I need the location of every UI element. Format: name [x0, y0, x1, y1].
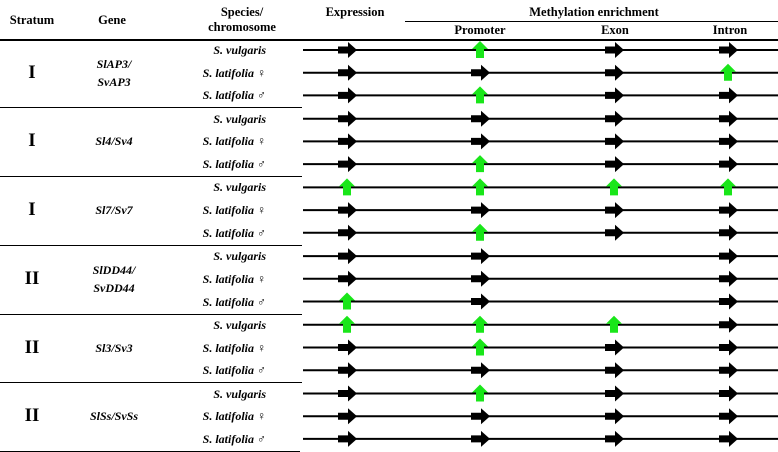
exon-right-arrow-icon: [605, 340, 624, 356]
expression-right-arrow-icon: [338, 225, 357, 241]
expression-right-arrow-icon: [338, 42, 357, 58]
species-label: S. vulgaris: [213, 111, 266, 126]
expression-right-arrow-icon: [338, 248, 357, 264]
species-label: S. latifolia ♀: [202, 409, 266, 424]
promoter-right-arrow-icon: [471, 294, 490, 310]
stratum-label: II: [24, 267, 40, 289]
gene-label-line2: SvAP3: [97, 74, 131, 89]
expression-right-arrow-icon: [338, 156, 357, 172]
species-label: S. latifolia ♂: [202, 363, 266, 378]
gene-label-line1: Sl3/Sv3: [95, 340, 133, 355]
header-species-line1: Species/: [220, 5, 264, 19]
species-label: S. latifolia ♂: [202, 431, 266, 446]
species-label: S. latifolia ♀: [202, 203, 266, 218]
gene-label-line1: SlDD44/: [92, 262, 136, 277]
header-promoter: Promoter: [454, 22, 506, 37]
species-label: S. latifolia ♂: [202, 294, 266, 309]
intron-right-arrow-icon: [719, 202, 738, 218]
intron-right-arrow-icon: [719, 362, 738, 378]
expression-right-arrow-icon: [338, 87, 357, 103]
exon-right-arrow-icon: [605, 65, 624, 81]
exon-right-arrow-icon: [605, 431, 624, 447]
exon-right-arrow-icon: [605, 111, 624, 127]
header-methylation: Methylation enrichment: [529, 4, 659, 19]
promoter-right-arrow-icon: [471, 271, 490, 287]
expression-right-arrow-icon: [338, 431, 357, 447]
exon-right-arrow-icon: [605, 408, 624, 424]
intron-right-arrow-icon: [719, 87, 738, 103]
gene-label-line2: SvDD44: [93, 280, 135, 295]
intron-right-arrow-icon: [719, 156, 738, 172]
promoter-right-arrow-icon: [471, 65, 490, 81]
species-label: S. latifolia ♀: [202, 271, 266, 286]
exon-right-arrow-icon: [605, 386, 624, 402]
gene-label-line1: Sl7/Sv7: [95, 203, 133, 218]
intron-right-arrow-icon: [719, 340, 738, 356]
promoter-right-arrow-icon: [471, 248, 490, 264]
species-label: S. latifolia ♀: [202, 65, 266, 80]
exon-right-arrow-icon: [605, 202, 624, 218]
intron-right-arrow-icon: [719, 248, 738, 264]
gene-label-line1: SlSs/SvSs: [89, 409, 139, 424]
header-species-line2: chromosome: [208, 20, 276, 34]
exon-right-arrow-icon: [605, 42, 624, 58]
stratum-label: I: [28, 199, 36, 221]
expression-right-arrow-icon: [338, 408, 357, 424]
species-label: S. latifolia ♂: [202, 157, 266, 172]
stratum-label: II: [24, 336, 40, 358]
intron-right-arrow-icon: [719, 133, 738, 149]
intron-right-arrow-icon: [719, 111, 738, 127]
species-label: S. latifolia ♂: [202, 225, 266, 240]
intron-right-arrow-icon: [719, 271, 738, 287]
header-intron: Intron: [712, 22, 748, 37]
species-label: S. latifolia ♂: [202, 88, 266, 103]
exon-right-arrow-icon: [605, 225, 624, 241]
expression-right-arrow-icon: [338, 340, 357, 356]
intron-right-arrow-icon: [719, 42, 738, 58]
species-label: S. latifolia ♀: [202, 134, 266, 149]
stratum-label: II: [24, 405, 40, 427]
stratum-label: I: [28, 130, 36, 152]
header-stratum: Stratum: [9, 12, 55, 27]
exon-right-arrow-icon: [605, 362, 624, 378]
expression-right-arrow-icon: [338, 202, 357, 218]
species-label: S. vulgaris: [213, 43, 266, 57]
species-label: S. latifolia ♀: [202, 340, 266, 355]
promoter-right-arrow-icon: [471, 362, 490, 378]
promoter-right-arrow-icon: [471, 133, 490, 149]
expression-right-arrow-icon: [338, 362, 357, 378]
intron-right-arrow-icon: [719, 225, 738, 241]
stratum-label: I: [28, 61, 36, 83]
gene-label-line1: Sl4/Sv4: [95, 134, 133, 149]
promoter-right-arrow-icon: [471, 111, 490, 127]
intron-right-arrow-icon: [719, 294, 738, 310]
gene-label-line1: SlAP3/: [96, 56, 132, 71]
header-gene: Gene: [98, 12, 126, 27]
promoter-right-arrow-icon: [471, 408, 490, 424]
expression-right-arrow-icon: [338, 386, 357, 402]
exon-right-arrow-icon: [605, 133, 624, 149]
promoter-right-arrow-icon: [471, 202, 490, 218]
header-expression: Expression: [325, 4, 385, 19]
intron-right-arrow-icon: [719, 408, 738, 424]
exon-right-arrow-icon: [605, 87, 624, 103]
intron-right-arrow-icon: [719, 431, 738, 447]
species-label: S. vulgaris: [213, 317, 266, 332]
species-label: S. vulgaris: [213, 249, 266, 264]
exon-right-arrow-icon: [605, 156, 624, 172]
expression-right-arrow-icon: [338, 65, 357, 81]
species-label: S. vulgaris: [213, 386, 266, 401]
intron-right-arrow-icon: [719, 317, 738, 333]
intron-right-arrow-icon: [719, 386, 738, 402]
promoter-right-arrow-icon: [471, 431, 490, 447]
expression-right-arrow-icon: [338, 111, 357, 127]
header-exon: Exon: [601, 22, 629, 37]
expression-right-arrow-icon: [338, 271, 357, 287]
expression-right-arrow-icon: [338, 133, 357, 149]
species-label: S. vulgaris: [213, 180, 266, 195]
